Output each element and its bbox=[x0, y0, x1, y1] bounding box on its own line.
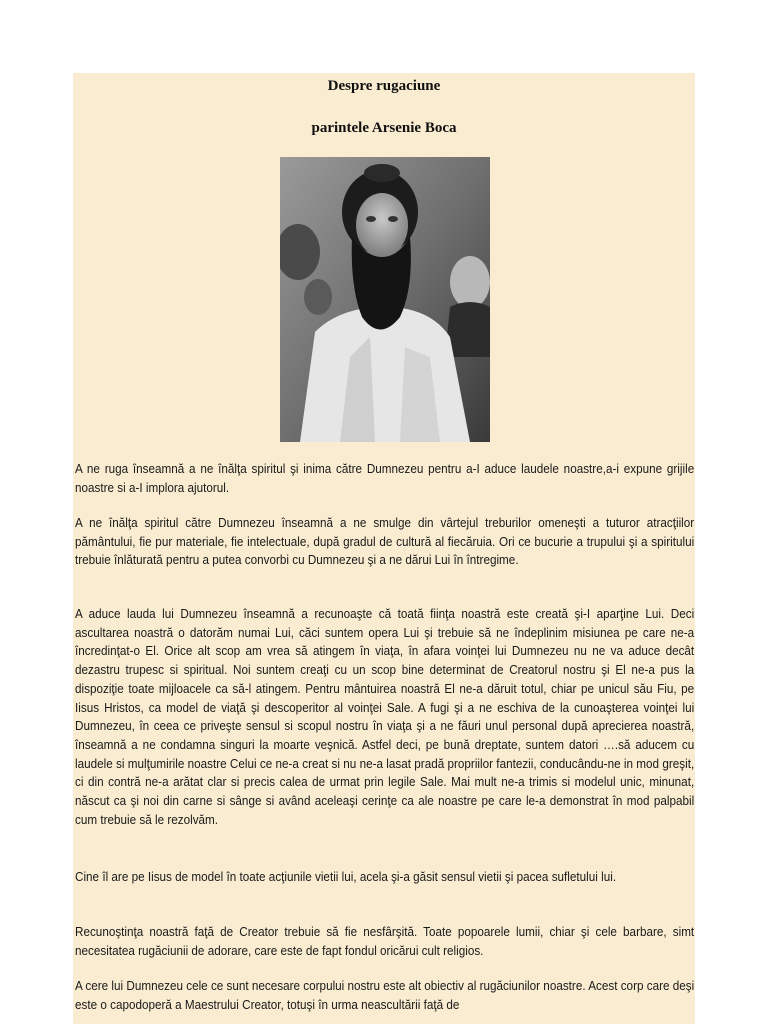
paragraph-3: A aduce lauda lui Dumnezeu înseamnă a recunoaşte că toată fiinţa noastră este creată şi-I aparţine Lui. Deci ascultarea noastră o datorăm numai Lui, căci suntem opera Lui şi trebuie să ne îndeplinim misiunea pe care ne-a încredinţat-o El. Orice alt scop am vrea să atingem în viaţa, în afara voinţei lui Dumnezeu nu ne va aduce decât dezastru trupesc si spiritual. Noi suntem creaţi cu un scop bine determinat de Creatorul nostru şi El ne-a pus la dispoziţie toate mijloacele ca să-l atingem. Pentru mântuirea noastră El ne-a dăruit totul, chiar pe unicul său Fiu, pe Iisus Hristos, ca model de viaţă şi descoperitor al voinţei Sale. A fugi şi a ne eschiva de la cunoaşterea voinţei lui Dumnezeu, în ceea ce priveşte sensul si scopul nostru în viaţa şi a ne făuri unul personal după aprecierea noastră, înseamnă a ne condamna singuri la moarte veşnică. Astfel deci, pe bună dreptate, suntem datori ….să aducem cu laudele si mulţumirile noastre Celui ce ne-a creat si nu ne-a lasat pradă propriilor fantezii, conducându-ne in mod greşit, ci din contră ne-a arătat clar si precis calea de urmat prin legile Sale. Mai mult ne-a trimis si modelul unic, minunat, născut ca şi noi din carne si sânge si având aceleaşi cerinţe ca ale noastre pe care le-a demonstrat în mod palpabil cum trebuie să le rezolvăm. bbox=[75, 606, 695, 827]
paragraph-2: A ne înălţa spiritul către Dumnezeu înseamnă a ne smulge din vârtejul treburilor omeneşti a tuturor atracţiilor pământului, fie pur materiale, fie intelectuale, după gradul de cultură al fiecăruia. Ori ce bucurie a trupului şi a spiritului trebuie înlăturată pentru a putea convorbi cu Dumnezeu şi a ne dărui Lui în întregime. bbox=[75, 515, 695, 568]
document-author: parintele Arsenie Boca bbox=[311, 120, 457, 136]
paragraph-5: Recunoştinţa noastră faţă de Creator trebuie să fie nesfârşită. Toate popoarele lumii, chiar şi cele barbare, simt necesitatea rugăciunii de adorare, care este de fapt fondul oricărui cult religios. bbox=[75, 924, 695, 958]
paragraph-6: A cere lui Dumnezeu cele ce sunt necesare corpului nostru este alt obiectiv al rugăciunilor noastre. Acest corp care deşi este o capodoperă a Maestrului Creator, totuşi în urma neascultării faţă de bbox=[75, 978, 695, 1012]
paragraph-1: A ne ruga înseamnă a ne înălţa spiritul şi inima către Dumnezeu pentru a-I aduce laudele noastre,a-i expune grijile noastre si a-I implora ajutorul. bbox=[75, 461, 695, 495]
portrait-photo-icon bbox=[280, 157, 490, 442]
document-page bbox=[73, 73, 695, 1024]
paragraph-4: Cine îl are pe Iisus de model în toate acţiunile vietii lui, acela şi-a găsit sensul vietii şi pacea sufletului lui. bbox=[75, 869, 617, 884]
document-title: Despre rugaciune bbox=[327, 78, 441, 94]
